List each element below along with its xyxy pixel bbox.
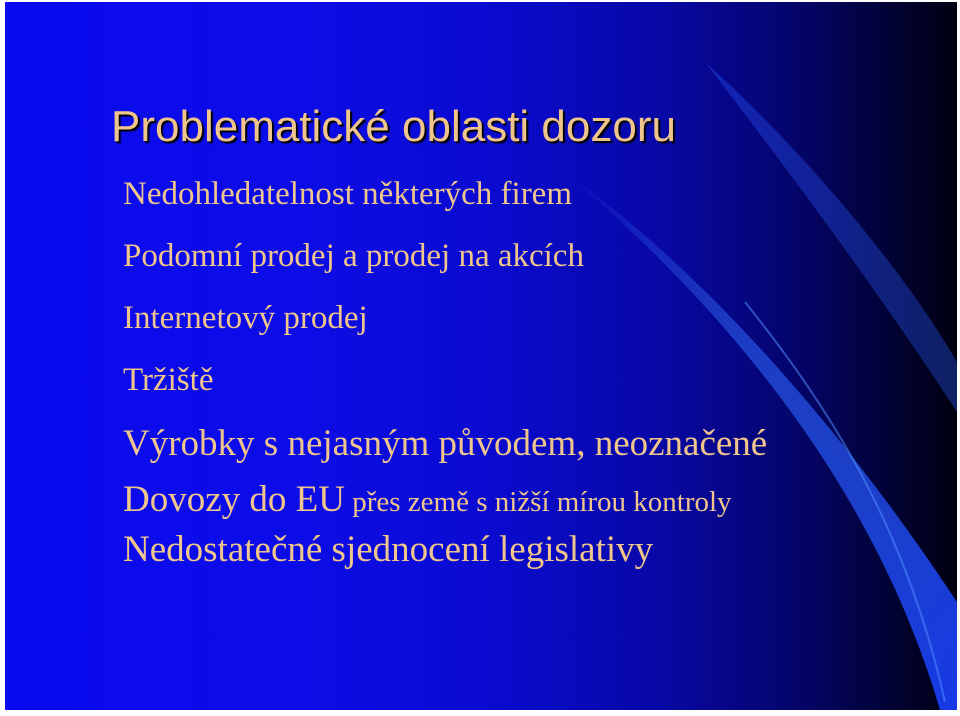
bullet-item: Výrobky s nejasným původem, neoznačené — [123, 423, 768, 464]
bullet-list — [123, 168, 767, 578]
bullet-text-main: Dovozy do EU — [123, 479, 345, 520]
bullet-item: Nedohledatelnost některých firem — [123, 176, 572, 212]
bullet-item: Podomní prodej a prodej na akcích — [123, 238, 584, 274]
bullet-item — [123, 472, 767, 522]
slide-title: Problematické oblasti dozoru — [111, 102, 676, 151]
bullet-item: Nedostatečné sjednocení legislativy — [123, 529, 654, 570]
bullet-item: Internetový prodej — [123, 300, 368, 336]
slide — [5, 2, 957, 710]
bullet-text-small: přes země s nižší mírou kontroly — [344, 486, 732, 518]
bullet-item: Tržiště — [123, 362, 214, 398]
